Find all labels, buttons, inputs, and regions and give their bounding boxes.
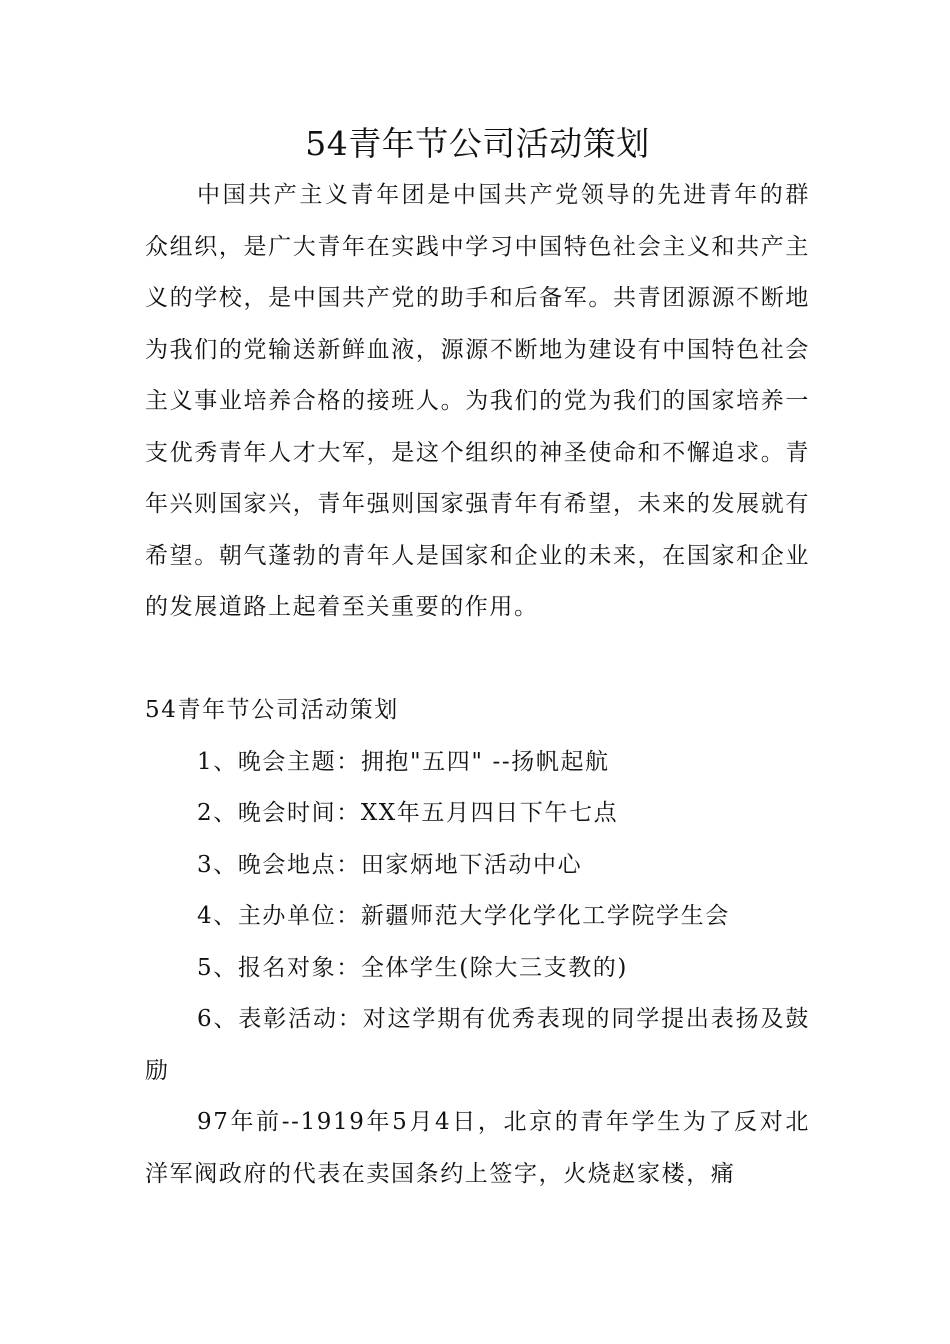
plan-item: 5、报名对象：全体学生(除大三支教的) (197, 954, 628, 981)
section-heading: 54青年节公司活动策划 (145, 697, 399, 723)
document-title: 54青年节公司活动策划 (305, 124, 650, 163)
plan-item: 3、晚会地点：田家炳地下活动中心 (197, 851, 583, 878)
plan-item: 1、晚会主题：拥抱"五四" --扬帆起航 (197, 748, 610, 775)
closing-paragraph: 97年前--1919年5月4日，北京的青年学生为了反对北洋军阀政府的代表在卖国条约上签字，火烧赵家楼，痛 (145, 1109, 810, 1187)
document-body (145, 118, 810, 1200)
blank-line (145, 634, 810, 686)
plan-item: 4、主办单位：新疆师范大学化学化工学院学生会 (197, 903, 730, 929)
intro-paragraph: 中国共产主义青年团是中国共产党领导的先进青年的群众组织，是广大青年在实践中学习中国特色社会主义和共产主义的学校，是中国共产党的助手和后备军。共青团源源不断地为我们的党输送新鲜血液，源源不断地为建设有中国特色社会主义事业培养合格的接班人。为我们的党为我们的国家培养一支优秀青年人才大军，是这个组织的神圣使命和不懈追求。青年兴则国家兴，青年强则国家强青年有希望，未来的发展就有希望。朝气蓬勃的青年人是国家和企业的未来，在国家和企业的发展道路上起着至关重要的作用。 (145, 182, 810, 620)
plan-item: 2、晚会时间：XX年五月四日下午七点 (197, 800, 619, 826)
plan-item-list (145, 737, 810, 1098)
plan-item: 6、表彰活动：对这学期有优秀表现的同学提出表扬及鼓励 (145, 1006, 810, 1084)
